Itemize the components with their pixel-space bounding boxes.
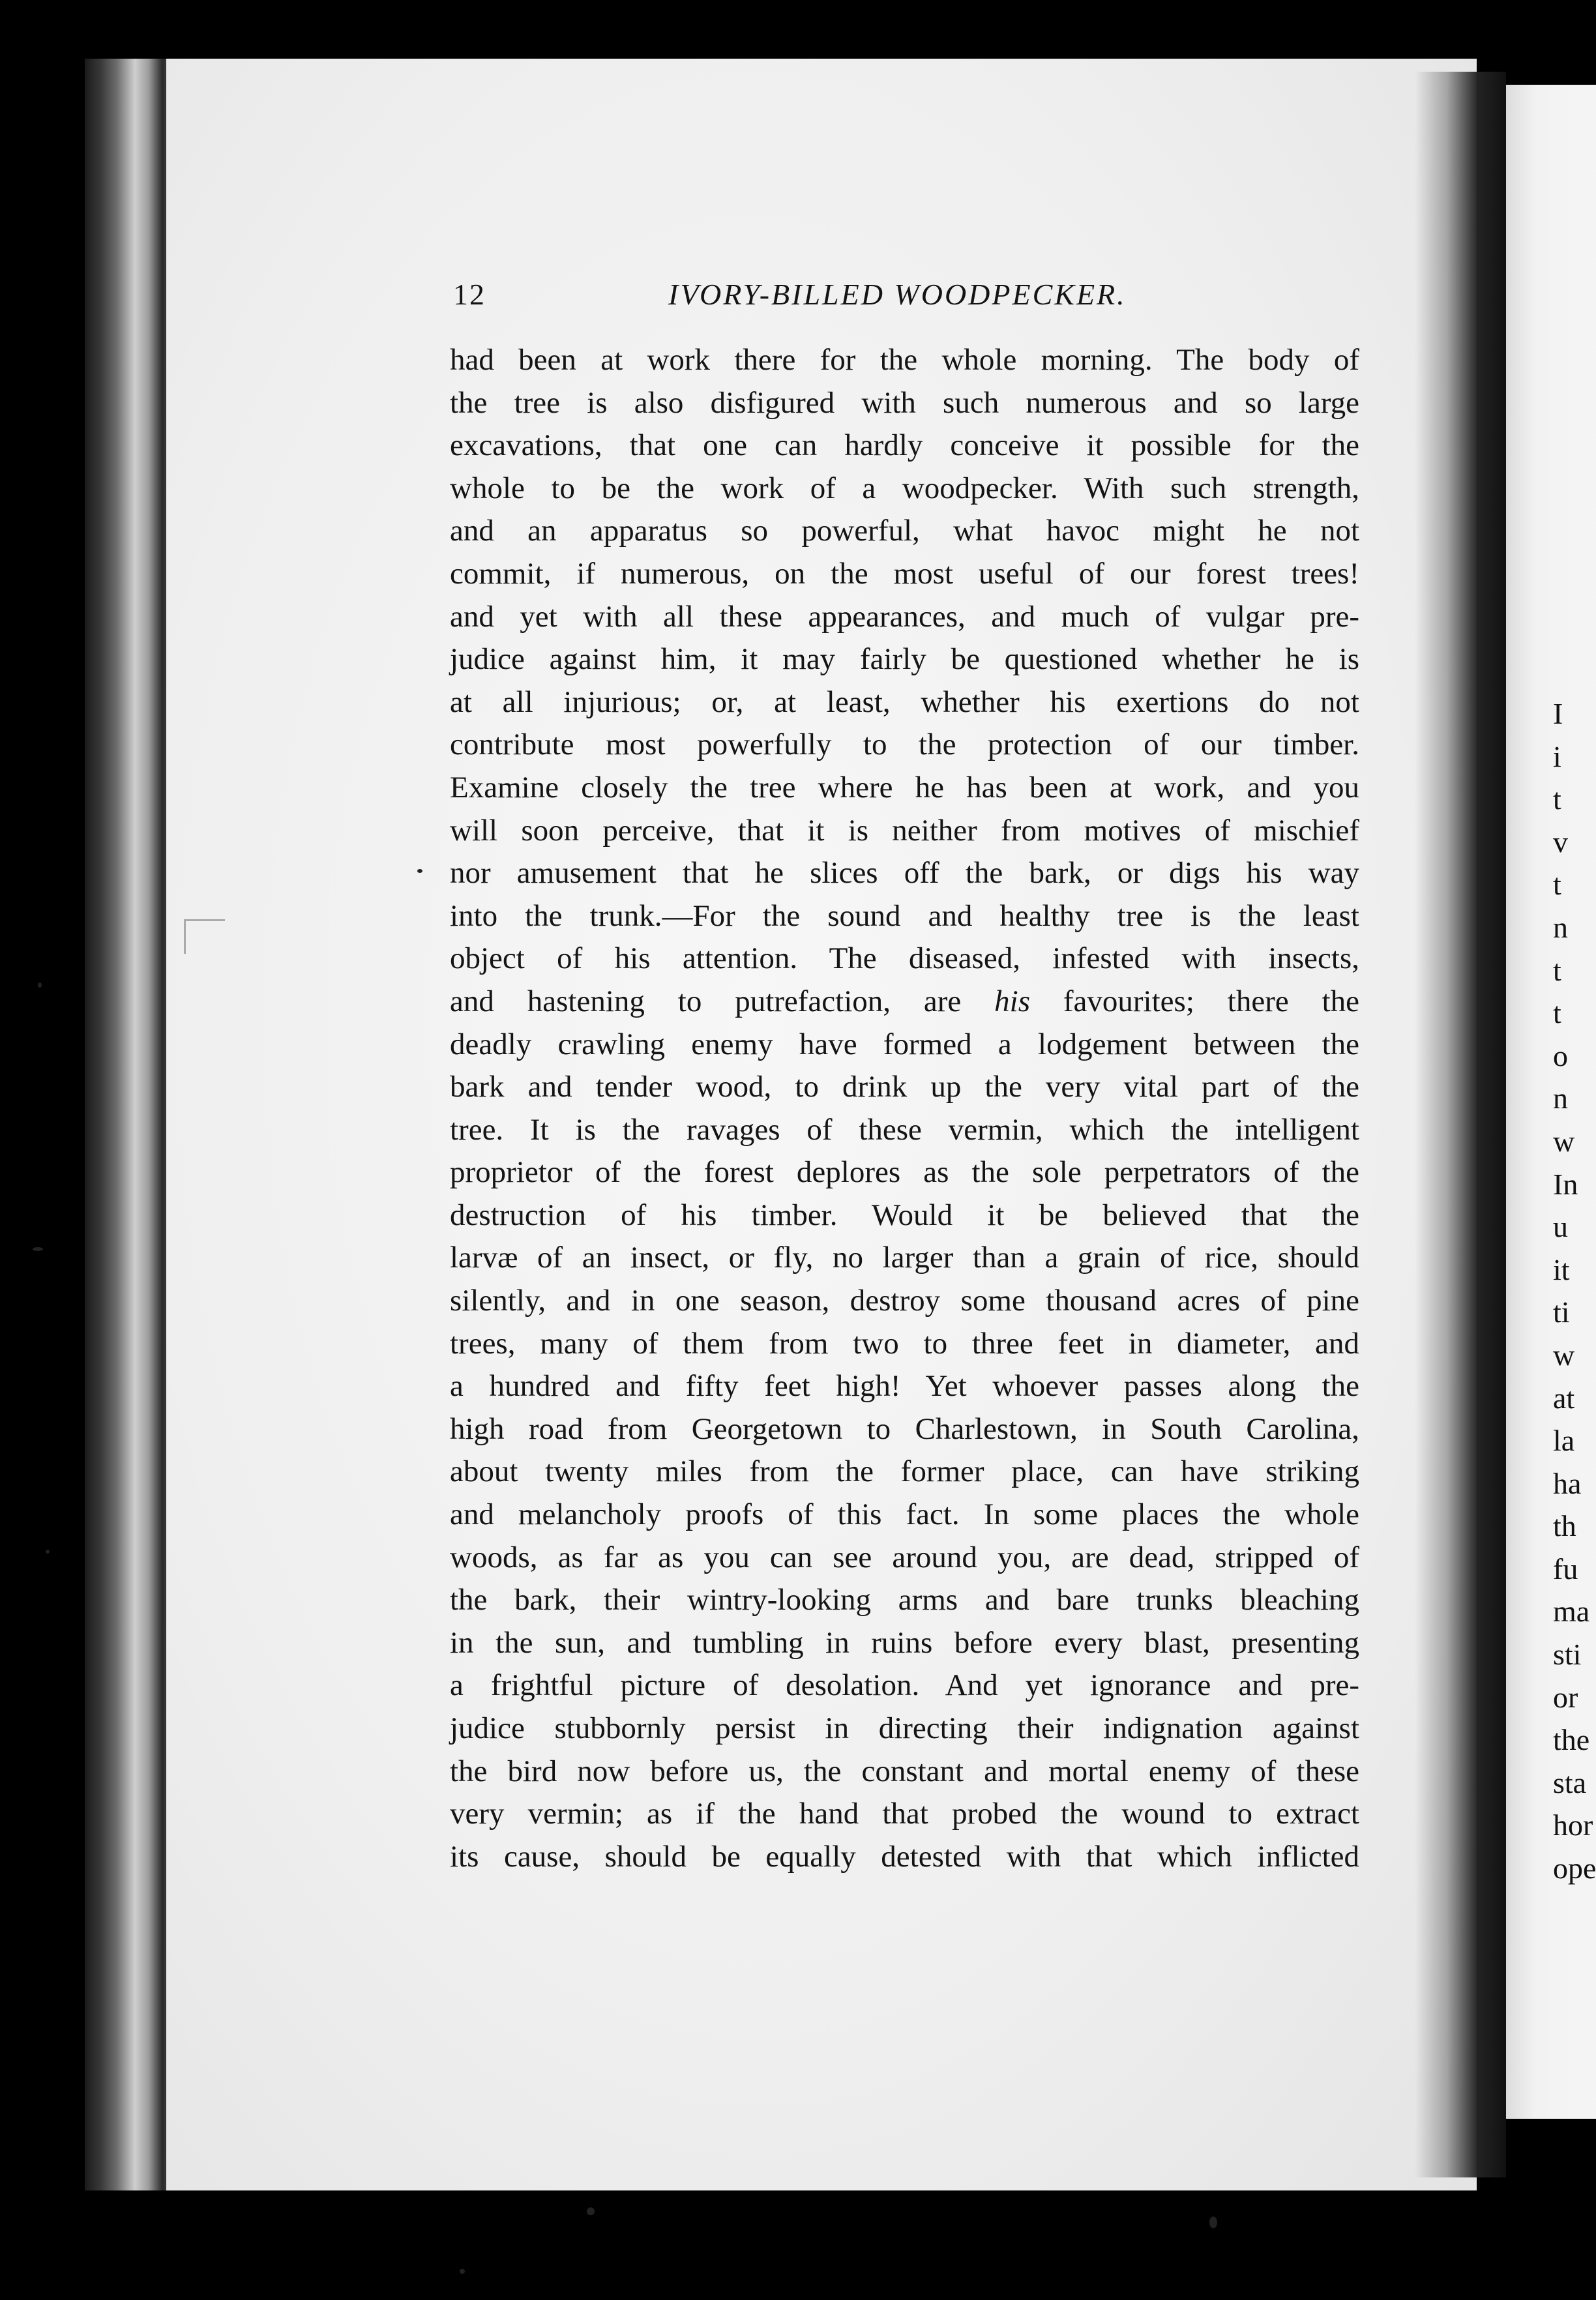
text-line	[450, 980, 1359, 1024]
text-line: object of his attention. The diseased, infested with insects,	[450, 941, 1359, 976]
text-line: contribute most powerfully to the protection of our timber.	[450, 728, 1359, 762]
facing-page-fragment: or	[1553, 1680, 1578, 1714]
text-line: deadly crawling enemy have formed a lodgement between the	[450, 1027, 1359, 1061]
running-head	[453, 277, 1353, 323]
page-number: 12	[453, 278, 486, 311]
facing-page-fragment: ope	[1553, 1851, 1596, 1885]
margin-bracket-mark	[184, 919, 225, 954]
text-line: larvæ of an insect, or fly, no larger than a grain of rice, should	[450, 1241, 1359, 1275]
text-line: into the trunk.—For the sound and healthy tree is the least	[450, 898, 1359, 933]
text-line: proprietor of the forest deplores as the sole perpetrators of the	[450, 1155, 1359, 1190]
facing-page-fragment: n	[1553, 1082, 1568, 1115]
running-title: IVORY-BILLED WOODPECKER.	[668, 278, 1127, 311]
text-run: and hastening to putrefaction, are	[450, 984, 995, 1018]
facing-page-fragment: hor	[1553, 1808, 1593, 1842]
text-line: at all injurious; or, at least, whether his exertions do not	[450, 685, 1359, 719]
facing-page-fragment: t	[1553, 953, 1561, 987]
facing-page-fragment: w	[1553, 1338, 1575, 1372]
text-line: silently, and in one season, destroy some thousand acres of pine	[450, 1284, 1359, 1318]
text-line: tree. It is the ravages of these vermin, which the intelligent	[450, 1112, 1359, 1147]
margin-speck	[33, 1247, 43, 1251]
text-line: the bird now before us, the constant and mortal enemy of these	[450, 1754, 1359, 1788]
text-line: commit, if numerous, on the most useful of our forest trees!	[450, 556, 1359, 591]
facing-page-fragment: i	[1553, 739, 1561, 773]
facing-page-fragment: u	[1553, 1210, 1568, 1244]
facing-page-fragment: sta	[1553, 1765, 1587, 1799]
facing-page-fragment: ma	[1553, 1595, 1590, 1629]
facing-page-fragment: th	[1553, 1509, 1576, 1543]
margin-speck	[38, 982, 42, 988]
text-line: destruction of his timber. Would it be believed that the	[450, 1198, 1359, 1232]
margin-speck	[587, 2207, 595, 2215]
facing-page-fragment: I	[1553, 697, 1563, 730]
facing-page-fragment: at	[1553, 1381, 1575, 1415]
text-line: will soon perceive, that it is neither from motives of mischief	[450, 813, 1359, 848]
text-line: very vermin; as if the hand that probed the wound to extract	[450, 1797, 1359, 1831]
facing-page-fragment: In	[1553, 1167, 1578, 1201]
facing-page-fragment: ti	[1553, 1295, 1570, 1329]
text-line: in the sun, and tumbling in ruins before every blast, presenting	[450, 1625, 1359, 1660]
facing-page-fragment: t	[1553, 782, 1561, 816]
book-binding-edge	[85, 59, 176, 2190]
facing-page-fragment: t	[1553, 868, 1561, 902]
facing-page-fragment: la	[1553, 1424, 1575, 1458]
facing-page-fragment: fu	[1553, 1552, 1578, 1585]
facing-page-fragment: ha	[1553, 1466, 1582, 1500]
facing-page-fragment: o	[1553, 1039, 1568, 1072]
margin-speck	[417, 869, 422, 873]
text-line: judice stubbornly persist in directing their indignation against	[450, 1711, 1359, 1745]
facing-page-fragment: sti	[1553, 1638, 1582, 1672]
text-line: woods, as far as you can see around you, are dead, stripped of	[450, 1540, 1359, 1574]
text-line: nor amusement that he slices off the bark, or digs his way	[450, 856, 1359, 891]
facing-page-fragment: the	[1553, 1723, 1590, 1757]
text-line: whole to be the work of a woodpecker. With such strength,	[450, 471, 1359, 505]
page-gutter-shadow	[1415, 72, 1506, 2177]
text-line: a hundred and fifty feet high! Yet whoever passes along the	[450, 1369, 1359, 1404]
italic-text-run: his	[994, 984, 1031, 1018]
text-line: and yet with all these appearances, and much of vulgar pre-	[450, 599, 1359, 634]
text-line: its cause, should be equally detested with that which inflicted	[450, 1839, 1359, 1874]
text-line: trees, many of them from two to three feet in diameter, and	[450, 1326, 1359, 1361]
facing-page-fragment: w	[1553, 1124, 1575, 1158]
text-line: had been at work there for the whole morning. The body of	[450, 343, 1359, 377]
text-line: a frightful picture of desolation. And yet ignorance and pre-	[450, 1668, 1359, 1703]
text-line: judice against him, it may fairly be questioned whether he is	[450, 642, 1359, 677]
facing-page-text	[1553, 692, 1596, 1890]
text-line: the tree is also disfigured with such numerous and so large	[450, 385, 1359, 420]
body-text	[450, 339, 1359, 1878]
margin-speck	[46, 1550, 50, 1554]
text-run: favourites; there the	[1030, 984, 1360, 1018]
text-line: excavations, that one can hardly conceive it possible for the	[450, 428, 1359, 463]
facing-page-fragment: v	[1553, 825, 1568, 859]
margin-speck	[1209, 2217, 1217, 2228]
facing-page-fragment: n	[1553, 910, 1568, 944]
text-line: and melancholy proofs of this fact. In some places the whole	[450, 1497, 1359, 1532]
text-line: about twenty miles from the former place, can have striking	[450, 1454, 1359, 1489]
facing-page-fragment: it	[1553, 1252, 1570, 1286]
facing-page-fragment: t	[1553, 996, 1561, 1030]
text-line: bark and tender wood, to drink up the very vital part of the	[450, 1070, 1359, 1104]
text-line: Examine closely the tree where he has been at work, and you	[450, 770, 1359, 804]
margin-speck	[460, 2269, 465, 2274]
text-line: high road from Georgetown to Charlestown, in South Carolina,	[450, 1411, 1359, 1446]
text-line: the bark, their wintry-looking arms and bare trunks bleaching	[450, 1583, 1359, 1617]
text-line: and an apparatus so powerful, what havoc might he not	[450, 514, 1359, 548]
